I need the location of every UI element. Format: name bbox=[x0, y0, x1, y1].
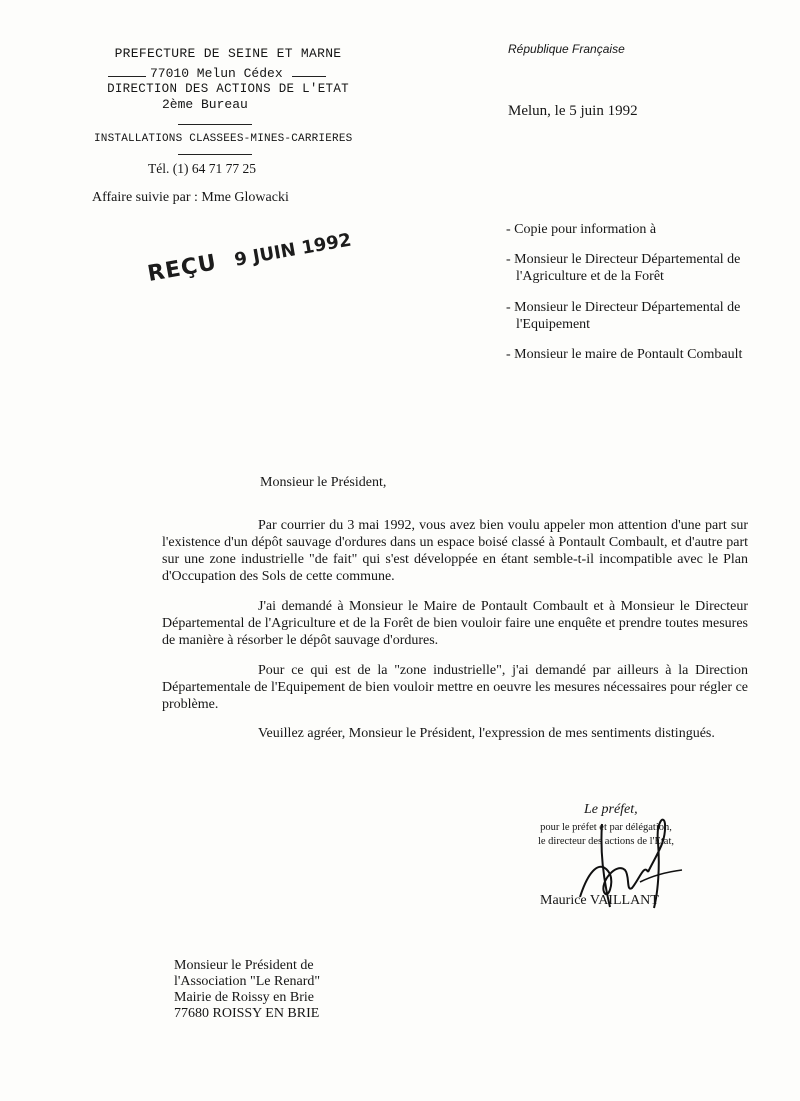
bureau-name: 2ème Bureau bbox=[162, 97, 248, 112]
republique-francaise: République Française bbox=[508, 42, 625, 56]
stamp-date: 9 JUIN 1992 bbox=[232, 229, 353, 271]
salutation: Monsieur le Président, bbox=[260, 475, 387, 490]
divider bbox=[178, 154, 252, 155]
copy-item: - Monsieur le Directeur Départemental de bbox=[506, 252, 741, 267]
letter-paragraph: Par courrier du 3 mai 1992, vous avez bien voulu appeler mon attention d'une part sur l'existence d'un dépôt sauvage d'ordures dans un espace boisé classé à Pontault Combault, et d'autre part sur une zone industrielle "de fait" qui s'est développée en étant semble-t-il incompatible avec le Plan d'Occupation des Sols de cette commune. bbox=[162, 518, 748, 584]
prefecture-address: 77010 Melun Cédex bbox=[150, 66, 283, 81]
service-name: INSTALLATIONS CLASSEES-MINES-CARRIERES bbox=[94, 133, 353, 145]
signature-title: Le préfet, bbox=[584, 802, 638, 817]
letter-paragraph: Veuillez agréer, Monsieur le Président, l'expression de mes sentiments distingués. bbox=[258, 726, 715, 741]
signatory-name: Maurice VAILLANT bbox=[540, 893, 659, 908]
prefecture-name: PREFECTURE DE SEINE ET MARNE bbox=[114, 46, 342, 61]
divider bbox=[178, 124, 252, 125]
place-date: Melun, le 5 juin 1992 bbox=[508, 103, 638, 119]
recipient-line: Monsieur le Président de bbox=[174, 958, 314, 973]
copy-item: - Monsieur le Directeur Départemental de bbox=[506, 300, 741, 315]
telephone: Tél. (1) 64 71 77 25 bbox=[148, 161, 256, 176]
copy-item: l'Equipement bbox=[516, 317, 591, 332]
recipient-line: 77680 ROISSY EN BRIE bbox=[174, 1006, 320, 1021]
copy-intro: - Copie pour information à bbox=[506, 222, 657, 237]
received-stamp bbox=[146, 227, 353, 287]
copy-item: - Monsieur le maire de Pontault Combault bbox=[506, 347, 743, 362]
divider bbox=[108, 76, 146, 77]
signature-delegation: pour le préfet et par délégation, bbox=[540, 822, 672, 833]
recipient-line: Mairie de Roissy en Brie bbox=[174, 990, 314, 1005]
recipient-line: l'Association "Le Renard" bbox=[174, 974, 321, 989]
copy-item: l'Agriculture et de la Forêt bbox=[516, 269, 664, 284]
signature-function: le directeur des actions de l'Etat, bbox=[537, 836, 674, 847]
direction-name: DIRECTION DES ACTIONS DE L'ETAT bbox=[107, 82, 349, 96]
affaire-suivie: Affaire suivie par : Mme Glowacki bbox=[92, 190, 289, 205]
divider bbox=[292, 76, 326, 77]
letter-paragraph: J'ai demandé à Monsieur le Maire de Pontault Combault et à Monsieur le Directeur Départemental de l'Agriculture et de la Forêt de bien vouloir faire une enquête et prendre toutes mesures de manière à résorber le dépôt sauvage d'ordures. bbox=[162, 599, 748, 648]
letter-paragraph: Pour ce qui est de la "zone industrielle", j'ai demandé par ailleurs à la Direction Départementale de l'Equipement de bien vouloir mettre en oeuvre les mesures nécessaires pour régler ce problème. bbox=[162, 663, 748, 712]
recipient-address bbox=[174, 958, 320, 1022]
stamp-label: REÇU bbox=[145, 250, 219, 287]
